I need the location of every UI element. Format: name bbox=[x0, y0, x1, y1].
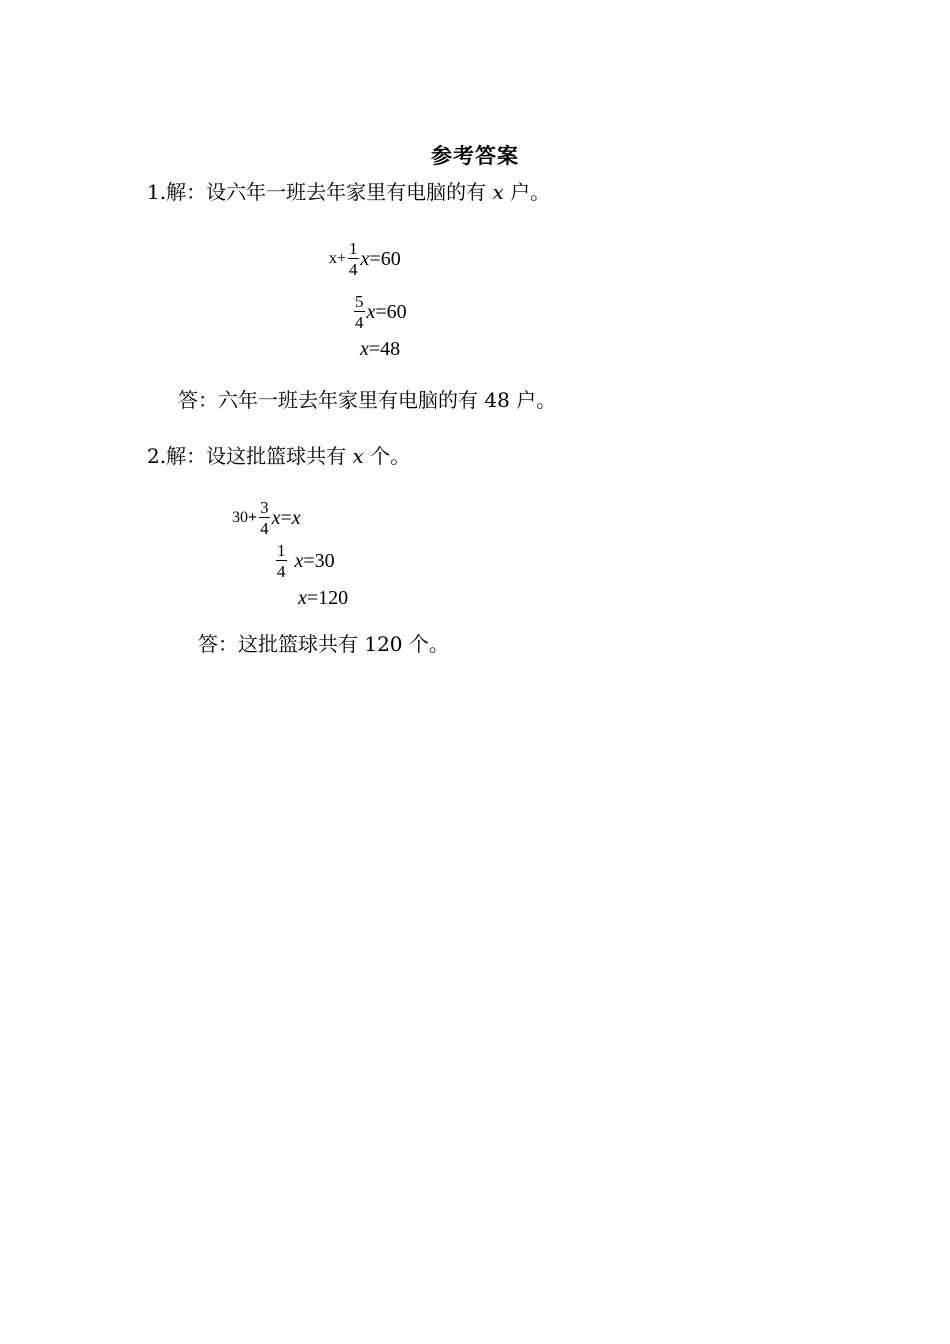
fraction-denominator: 4 bbox=[349, 260, 358, 279]
fraction-denominator: 4 bbox=[355, 313, 364, 332]
eq-operator: + bbox=[337, 250, 347, 267]
eq-variable: x bbox=[298, 587, 307, 609]
eq-variable: x bbox=[271, 507, 281, 529]
page-title: 参考答案 bbox=[431, 144, 519, 168]
problem2-intro bbox=[147, 446, 410, 466]
problem2-equation-3 bbox=[298, 588, 348, 608]
fraction-numerator: 1 bbox=[349, 239, 358, 258]
problem1-intro-post: 户。 bbox=[510, 180, 551, 204]
problem2-intro-post: 个。 bbox=[370, 444, 411, 468]
problem2-intro-pre: 2.解：设这批篮球共有 bbox=[147, 444, 347, 468]
fraction bbox=[354, 293, 365, 331]
eq-variable: x bbox=[366, 301, 376, 323]
problem1-intro bbox=[147, 182, 550, 202]
problem2-equation-2 bbox=[274, 542, 335, 580]
eq-operator: + bbox=[248, 509, 258, 526]
fraction-numerator: 3 bbox=[260, 498, 269, 517]
eq-variable: x bbox=[360, 338, 369, 360]
problem2-equation-1 bbox=[232, 499, 301, 537]
eq-variable: x bbox=[360, 248, 370, 270]
problem1-answer: 答：六年一班去年家里有电脑的有 48 户。 bbox=[178, 388, 557, 412]
problem1-equation-3 bbox=[360, 339, 400, 359]
eq-variable: x bbox=[294, 550, 304, 572]
eq-rhs: =60 bbox=[375, 301, 407, 323]
fraction-numerator: 1 bbox=[277, 541, 286, 560]
fraction-denominator: 4 bbox=[277, 562, 286, 581]
fraction-numerator: 5 bbox=[355, 292, 364, 311]
eq-rhs: =30 bbox=[303, 550, 335, 572]
eq-rhs: =120 bbox=[306, 587, 349, 609]
eq-operator: = bbox=[280, 507, 292, 529]
problem1-intro-var: x bbox=[492, 180, 504, 204]
eq-term: 30 bbox=[232, 509, 248, 526]
eq-variable: x bbox=[291, 507, 301, 529]
fraction-denominator: 4 bbox=[260, 519, 269, 538]
problem2-intro-var: x bbox=[352, 444, 364, 468]
problem1-intro-pre: 1.解：设六年一班去年家里有电脑的有 bbox=[147, 180, 487, 204]
eq-rhs: =60 bbox=[369, 248, 401, 270]
problem1-equation-2 bbox=[352, 293, 407, 331]
eq-rhs: =48 bbox=[368, 338, 401, 360]
problem2-answer: 答：这批篮球共有 120 个。 bbox=[198, 632, 449, 656]
fraction bbox=[259, 499, 270, 537]
problem1-equation-1 bbox=[329, 240, 401, 278]
eq-term: x bbox=[329, 250, 337, 267]
fraction bbox=[276, 542, 287, 580]
fraction bbox=[348, 240, 359, 278]
